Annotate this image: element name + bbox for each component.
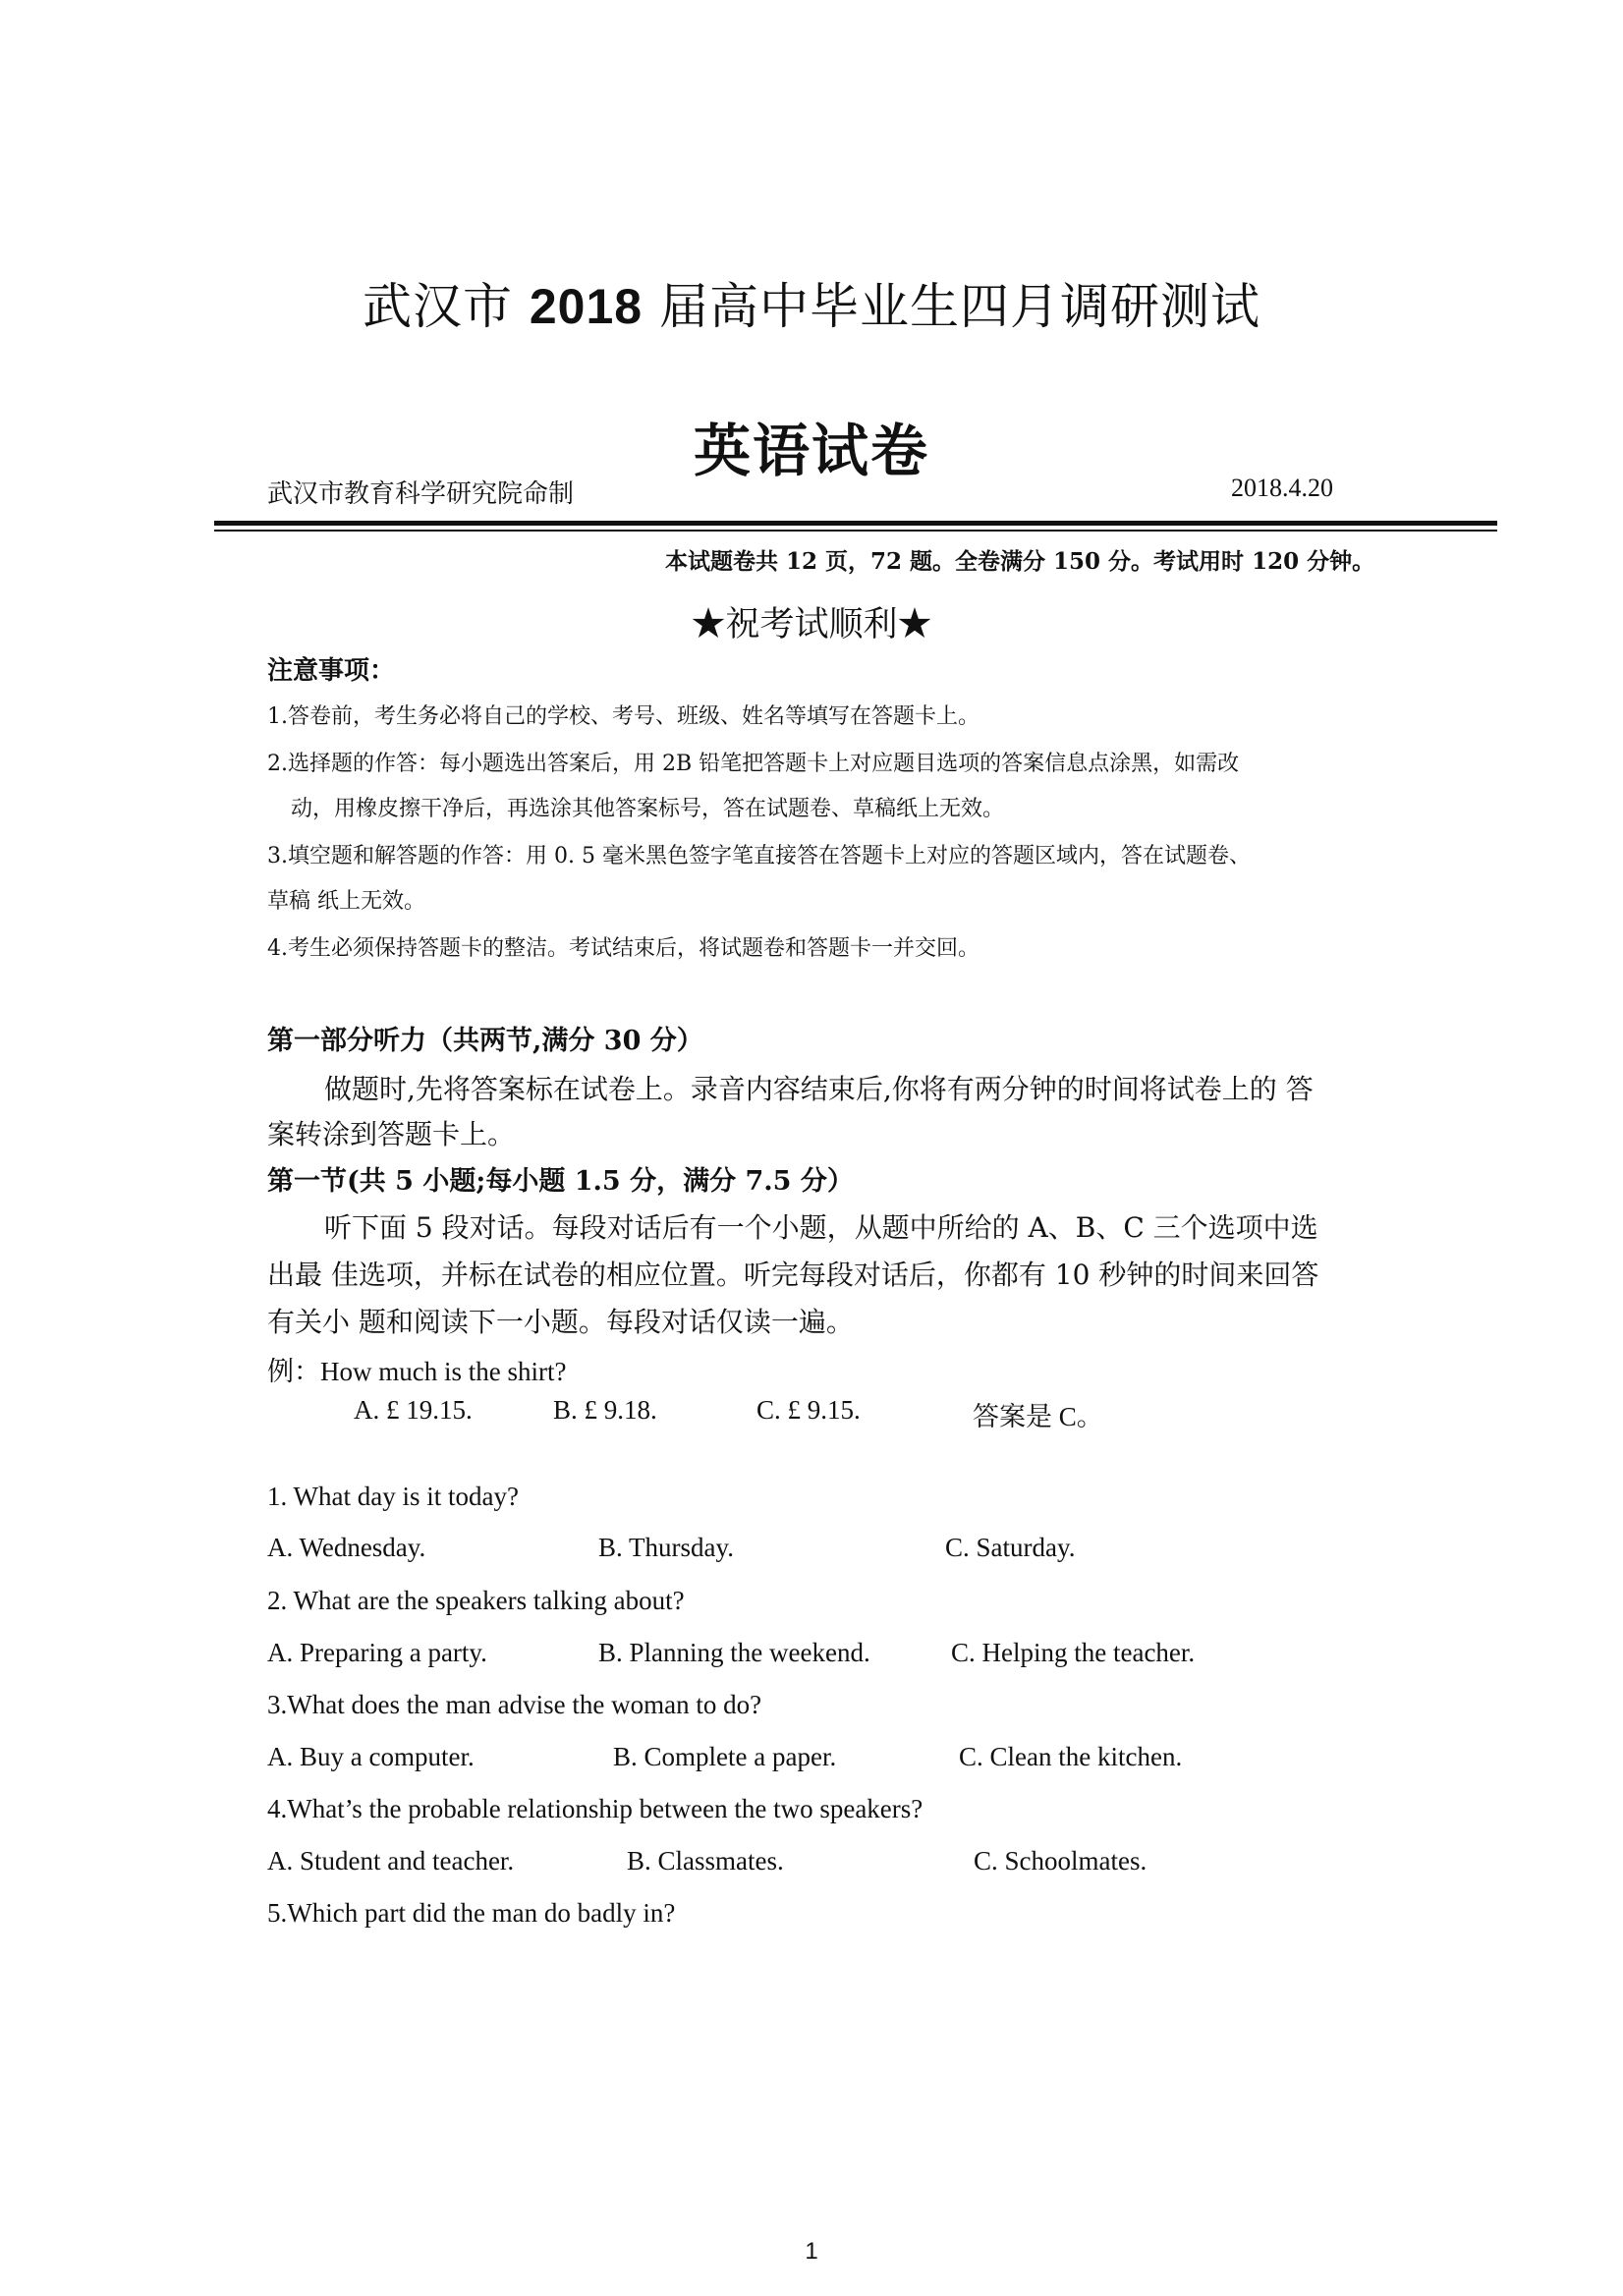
example-option: B. £ 9.18. <box>553 1395 657 1425</box>
question: 3.What does the man advise the woman to do? <box>267 1690 762 1719</box>
part1-heading: 第一部分听力（共两节,满分 30 分） <box>267 1026 703 1056</box>
note-line: 草稿 纸上无效。 <box>267 889 425 914</box>
issuer: 武汉市教育科学研究院命制 <box>267 479 575 509</box>
question-option: A. Student and teacher. <box>267 1846 515 1876</box>
question-option: B. Complete a paper. <box>613 1742 837 1771</box>
section1-intro: 有关小 题和阅读下一小题。每段对话仅读一遍。 <box>267 1306 854 1338</box>
question: 5.Which part did the man do badly in? <box>267 1898 676 1928</box>
exam-info: 本试题卷共 12 页，72 题。全卷满分 150 分。考试用时 120 分钟。 <box>665 548 1375 575</box>
section1-heading: 第一节(共 5 小题;每小题 1.5 分，满分 7.5 分） <box>267 1166 854 1197</box>
exam-title-prefix: 武汉市 <box>362 278 530 335</box>
exam-date: 2018.4.20 <box>1231 474 1333 502</box>
exam-title-year: 2018 <box>529 279 644 334</box>
exam-subtitle: 英语试卷 <box>693 418 929 484</box>
note-line: 动，用橡皮擦干净后，再选涂其他答案标号，答在试题卷、草稿纸上无效。 <box>291 797 1005 821</box>
example-question: 例：How much is the shirt? <box>267 1357 567 1386</box>
question-option: B. Classmates. <box>627 1846 784 1876</box>
question: 1. What day is it today? <box>267 1482 519 1511</box>
note-line: 2.选择题的作答：每小题选出答案后，用 2B 铅笔把答题卡上对应题目选项的答案信息点涂黑，如需改 <box>267 752 1240 776</box>
part1-intro: 案转涂到答题卡上。 <box>267 1118 516 1150</box>
note-line: 4.考生必须保持答题卡的整洁。考试结束后，将试题卷和答题卡一并交回。 <box>267 936 979 961</box>
note-line: 3.填空题和解答题的作答：用 0. 5 毫米黑色签字笔直接答在答题卡上对应的答题区域内，答在试题卷、 <box>267 844 1251 868</box>
section1-intro: 听下面 5 段对话。每段对话后有一个小题，从题中所给的 A、B、C 三个选项中选 <box>324 1211 1318 1244</box>
question-option: A. Buy a computer. <box>267 1742 475 1771</box>
question-option: A. Preparing a party. <box>267 1638 487 1667</box>
header-rule-thin <box>214 530 1497 532</box>
question-option: C. Schoolmates. <box>974 1846 1147 1876</box>
section1-intro: 出最 佳选项，并标在试卷的相应位置。听完每段对话后，你都有 10 秒钟的时间来回答 <box>267 1259 1319 1291</box>
question-option: C. Clean the kitchen. <box>959 1742 1183 1771</box>
example-option: C. £ 9.15. <box>756 1395 861 1425</box>
example-answer: 答案是 C。 <box>973 1402 1103 1431</box>
exam-title-suffix: 届高中毕业生四月调研测试 <box>643 278 1261 335</box>
good-luck-banner: ★祝考试顺利★ <box>691 605 932 644</box>
page-number: 1 <box>805 2238 818 2265</box>
question-option: B. Thursday. <box>598 1533 734 1562</box>
note-line: 1.答卷前，考生务必将自己的学校、考号、班级、姓名等填写在答题卡上。 <box>267 704 979 729</box>
part1-intro: 做题时,先将答案标在试卷上。录音内容结束后,你将有两分钟的时间将试卷上的 答 <box>324 1073 1314 1105</box>
question: 4.What’s the probable relationship between the two speakers? <box>267 1794 923 1823</box>
question-option: C. Helping the teacher. <box>951 1638 1196 1667</box>
question-option: C. Saturday. <box>945 1533 1076 1562</box>
notes-heading: 注意事项： <box>267 656 396 686</box>
question-option: A. Wednesday. <box>267 1533 426 1562</box>
question: 2. What are the speakers talking about? <box>267 1586 685 1615</box>
exam-title <box>0 267 1623 338</box>
question-option: B. Planning the weekend. <box>598 1638 870 1667</box>
example-option: A. £ 19.15. <box>354 1395 473 1425</box>
header-rule-thick <box>214 521 1497 526</box>
